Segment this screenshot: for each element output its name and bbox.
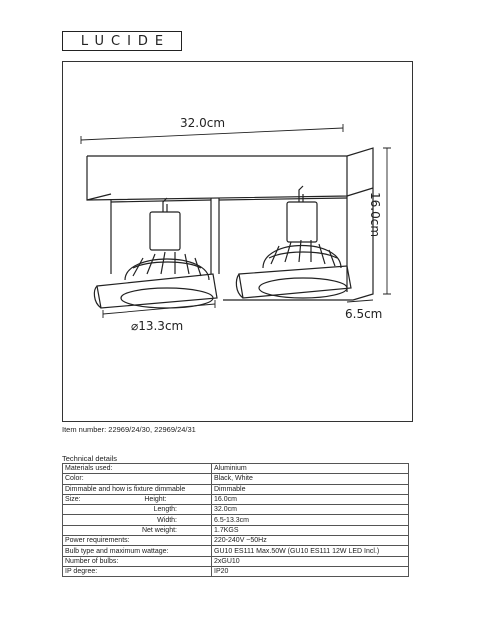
spec-value: Aluminium [212,464,409,474]
fixture-line-drawing [63,62,414,423]
brand-logo-text: LUCIDE [80,33,171,49]
spec-value: 32.0cm [212,505,409,515]
depth-dimension-label: 6.5cm [345,307,383,321]
spec-row [63,464,409,474]
spec-sublabel: Length: [153,506,177,514]
spec-value: 16.0cm [212,494,409,504]
spec-row [63,484,409,494]
spec-row [63,566,409,576]
spec-label: Number of bulbs: [63,556,212,566]
spec-row [63,494,409,504]
spec-label [63,515,212,525]
spec-value: Dimmable [212,484,409,494]
spec-row [63,515,409,525]
spec-value: Black, White [212,474,409,484]
spec-row [63,474,409,484]
spec-label: Dimmable and how is fixture dimmable [63,484,212,494]
spec-label [63,505,212,515]
spec-value: 1.7KGS [212,525,409,535]
product-drawing [62,61,413,422]
spec-value: GU10 ES111 Max.50W (GU10 ES111 12W LED Incl.) [212,546,409,556]
spec-value: 2xGU10 [212,556,409,566]
spec-label: Power requirements: [63,536,212,546]
brand-logo [62,31,182,51]
spec-label: Color: [63,474,212,484]
spec-value: IP20 [212,566,409,576]
spec-sublabel: Height: [144,496,167,504]
height-dimension-label: 16.0cm [368,192,382,238]
diameter-dimension-label: ⌀13.3cm [131,319,184,333]
spec-sublabel: Width: [157,516,177,524]
technical-details-table [62,463,409,577]
spec-label: Size: Height: [63,494,212,504]
spec-row [63,556,409,566]
spec-row [63,505,409,515]
spec-label: Materials used: [63,464,212,474]
spec-sublabel: Net weight: [141,526,177,534]
spec-label: Bulb type and maximum wattage: [63,546,212,556]
width-dimension-label: 32.0cm [180,116,226,130]
spec-value: 6.5-13.3cm [212,515,409,525]
spec-row [63,536,409,546]
spec-row [63,546,409,556]
spec-label [63,525,212,535]
spec-row [63,525,409,535]
spec-value: 220-240V ~50Hz [212,536,409,546]
technical-details-heading: Technical details [62,454,118,463]
item-number: Item number: 22969/24/30, 22969/24/31 [62,425,196,434]
spec-label: IP degree: [63,566,212,576]
